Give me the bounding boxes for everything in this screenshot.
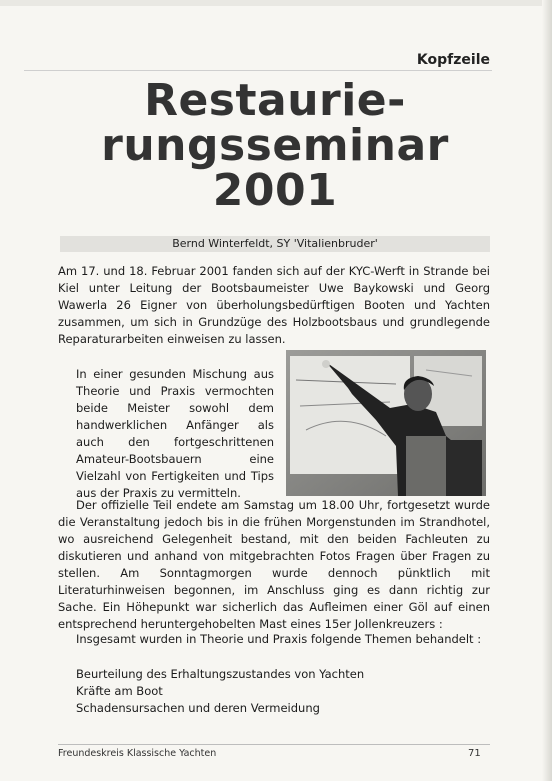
footer-publication: Freundeskreis Klassische Yachten xyxy=(58,748,217,759)
title-line-2: rungsseminar xyxy=(101,120,449,171)
page-edge-shadow xyxy=(542,0,552,781)
footer-divider xyxy=(58,744,490,745)
title-line-1: Restaurie- xyxy=(144,75,406,126)
running-header: Kopfzeile xyxy=(416,52,490,68)
page-edge xyxy=(0,0,552,6)
page-number: 71 xyxy=(468,748,481,759)
mix-paragraph: In einer gesunden Mischung aus Theorie und Praxis vermochten beide Meister sowohl dem handwerklichen Anfänger als auch den fortgeschrittenen Amateur-Bootsbauern eine Vielzahl von Fertigkeiten und Tips aus der Praxis zu vermitteln. xyxy=(76,367,274,500)
title-line-3: 2001 xyxy=(212,165,338,216)
seminar-photo xyxy=(286,350,486,496)
themes-intro: Insgesamt wurden in Theorie und Praxis folgende Themen behandelt : xyxy=(76,632,482,646)
list-item: Beurteilung des Erhaltungszustandes von Yachten xyxy=(76,667,365,681)
list-item: Kräfte am Boot xyxy=(76,684,163,698)
header-divider xyxy=(24,70,492,71)
article-title xyxy=(60,75,490,216)
photo-illustration xyxy=(286,350,486,496)
byline: Bernd Winterfeldt, SY 'Vitalienbruder' xyxy=(172,237,378,250)
topics-list xyxy=(76,666,476,717)
intro-paragraph: Am 17. und 18. Februar 2001 fanden sich auf der KYC-Werft in Strande bei Kiel unter Leitung der Bootsbaumeister Uwe Baykowski und Georg Wawerla 26 Eigner von überholungsbedürftigen Booten und Yachten zusammen, um sich in Grundzüge des Holzbootsbaus und grundlegende Reparaturarbeiten einweisen zu lassen. xyxy=(58,264,490,346)
main-paragraph: Der offizielle Teil endete am Samstag um 18.00 Uhr, fortgesetzt wurde die Veranstaltung jedoch bis in die frühen Morgenstunden im Strandhotel, wo ausreichend Gelegenheit bestand, mit den beiden Fachleuten zu diskutieren und anhand von mitgebrachten Fotos Fragen über Fragen zu stellen. Am Sonntagmorgen wurde dennoch pünktlich mit Literaturhinweisen begonnen, im Anschluss ging es dann richtig zur Sache. Ein Höhepunkt war sicherlich das Aufleimen einer Göl auf einen entsprechend heruntergehobelten Mast eines 15er Jollenkreuzers : xyxy=(58,498,490,631)
list-item: Schadensursachen und deren Vermeidung xyxy=(76,701,320,715)
